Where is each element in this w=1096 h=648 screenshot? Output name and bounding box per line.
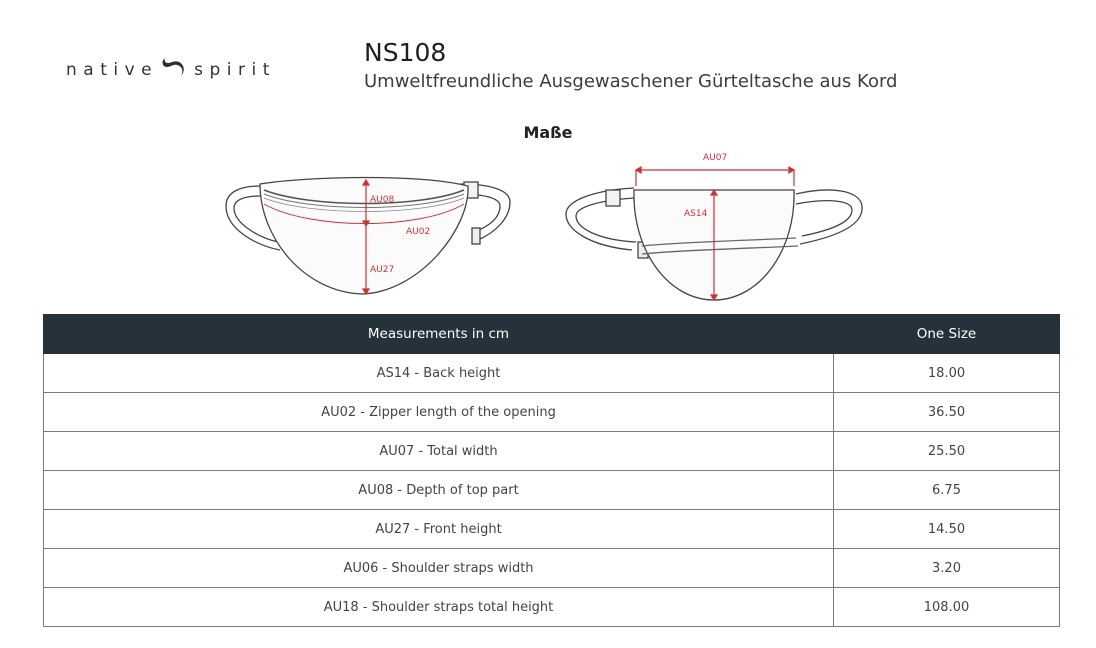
measurement-name: AU02 - Zipper length of the opening [44, 393, 834, 432]
product-name: Umweltfreundliche Ausgewaschener Gürteltasche aus Kord [364, 71, 898, 92]
table-row [44, 588, 1060, 627]
table-row [44, 549, 1060, 588]
back-label-as14: AS14 [684, 209, 708, 219]
measurement-name: AU08 - Depth of top part [44, 471, 834, 510]
measurement-value: 18.00 [834, 354, 1060, 393]
back-view-diagram [560, 150, 870, 308]
table-row [44, 354, 1060, 393]
measurement-name: AU18 - Shoulder straps total height [44, 588, 834, 627]
size-table [43, 314, 1060, 627]
back-label-au07: AU07 [703, 153, 728, 163]
table-row [44, 471, 1060, 510]
brand-logo [66, 55, 276, 84]
measurement-value: 25.50 [834, 432, 1060, 471]
table-row [44, 510, 1060, 549]
front-label-au02: AU02 [406, 227, 431, 237]
brand-word-left: native [66, 59, 159, 80]
measurement-value: 6.75 [834, 471, 1060, 510]
measurement-value: 14.50 [834, 510, 1060, 549]
front-label-au08: AU08 [370, 195, 395, 205]
table-row [44, 393, 1060, 432]
table-header-row [44, 315, 1060, 354]
measurement-name: AU07 - Total width [44, 432, 834, 471]
front-view-diagram [220, 168, 520, 304]
front-label-au27: AU27 [370, 265, 395, 275]
leaf-swirl-logo-icon [160, 55, 186, 84]
table-row [44, 432, 1060, 471]
measurement-value: 3.20 [834, 549, 1060, 588]
measurement-value: 108.00 [834, 588, 1060, 627]
brand-word-right: spirit [194, 59, 276, 80]
measurement-name: AU27 - Front height [44, 510, 834, 549]
measurement-name: AU06 - Shoulder straps width [44, 549, 834, 588]
measurement-name: AS14 - Back height [44, 354, 834, 393]
product-code: NS108 [364, 38, 447, 67]
column-header-measurement: Measurements in cm [44, 315, 834, 354]
column-header-size: One Size [834, 315, 1060, 354]
section-title: Maße [523, 123, 573, 142]
measurement-value: 36.50 [834, 393, 1060, 432]
